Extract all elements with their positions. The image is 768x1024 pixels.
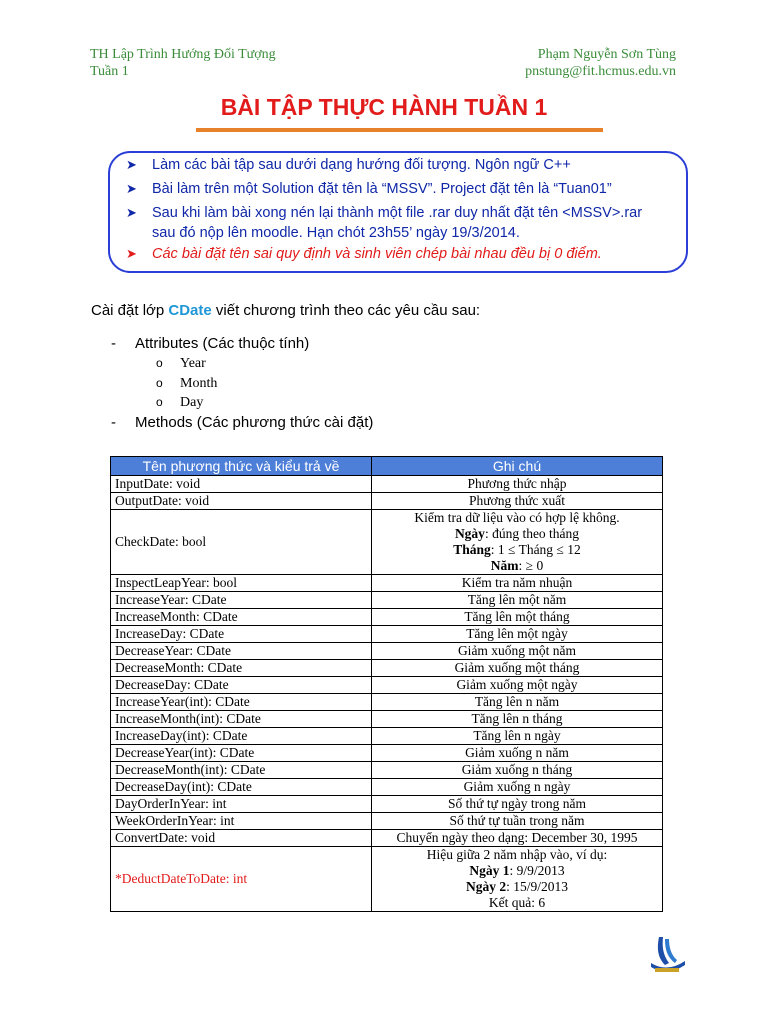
course-name: TH Lập Trình Hướng Đối Tượng [90, 47, 276, 62]
table-row: IncreaseYear: CDate Tăng lên một năm [111, 592, 663, 609]
table-row: *DeductDateToDate: int Hiệu giữa 2 năm nhập vào, ví dụ: Ngày 1: 9/9/2013 Ngày 2: 15/9/2013 Kết quả: 6 [111, 847, 663, 912]
methods-table [110, 456, 663, 912]
author-name: Phạm Nguyễn Sơn Tùng [537, 47, 676, 62]
title-underline [196, 128, 603, 132]
arrow-bullet-icon: ➤ [126, 205, 137, 220]
table-row: InputDate: void Phương thức nhập [111, 476, 663, 493]
header-right [525, 46, 676, 80]
methods-heading: - Methods (Các phương thức cài đặt) [111, 414, 374, 431]
table-row: IncreaseMonth(int): CDate Tăng lên n tháng [111, 711, 663, 728]
table-row: ConvertDate: void Chuyển ngày theo dạng: December 30, 1995 [111, 830, 663, 847]
table-row: DayOrderInYear: int Số thứ tự ngày trong năm [111, 796, 663, 813]
note-item: ➤ Làm các bài tập sau dưới dạng hướng đối tượng. Ngôn ngữ C++ [126, 157, 571, 173]
table-row: IncreaseDay: CDate Tăng lên một ngày [111, 626, 663, 643]
note-item-warning: ➤ Các bài đặt tên sai quy định và sinh viên chép bài nhau đều bị 0 điểm. [126, 246, 602, 262]
page-title: BÀI TẬP THỰC HÀNH TUẦN 1 [220, 94, 548, 120]
table-row: DecreaseMonth: CDate Giảm xuống một tháng [111, 660, 663, 677]
note-item: ➤ Sau khi làm bài xong nén lại thành một file .rar duy nhất đặt tên <MSSV>.rar [126, 205, 643, 221]
table-row: OutputDate: void Phương thức xuất [111, 493, 663, 510]
table-row: DecreaseMonth(int): CDate Giảm xuống n tháng [111, 762, 663, 779]
class-name: CDate [168, 302, 212, 319]
table-row: DecreaseYear(int): CDate Giảm xuống n năm [111, 745, 663, 762]
table-row: IncreaseMonth: CDate Tăng lên một tháng [111, 609, 663, 626]
attributes-heading: - Attributes (Các thuộc tính) [111, 335, 310, 352]
university-logo-icon [645, 933, 689, 977]
column-header-note: Ghi chú [372, 457, 663, 476]
arrow-bullet-icon: ➤ [126, 181, 137, 196]
note-item: ➤ Bài làm trên một Solution đặt tên là “MSSV”. Project đặt tên là “Tuan01” [126, 181, 612, 197]
intro-text: Cài đặt lớp CDate viết chương trình theo các yêu cầu sau: [91, 302, 481, 319]
table-row: WeekOrderInYear: int Số thứ tự tuần trong năm [111, 813, 663, 830]
attribute-item: o Month [156, 376, 218, 391]
table-row: CheckDate: bool Kiểm tra dữ liệu vào có hợp lệ không. Ngày: đúng theo tháng Tháng: 1 ≤ Tháng ≤ 12 Năm: ≥ 0 [111, 510, 663, 575]
table-row: IncreaseYear(int): CDate Tăng lên n năm [111, 694, 663, 711]
header-left [90, 46, 276, 80]
arrow-bullet-icon: ➤ [126, 246, 137, 261]
attribute-item: o Day [156, 395, 204, 410]
table-row: InspectLeapYear: bool Kiểm tra năm nhuận [111, 575, 663, 592]
table-row: DecreaseDay: CDate Giảm xuống một ngày [111, 677, 663, 694]
week-label: Tuần 1 [90, 64, 129, 79]
table-row: DecreaseDay(int): CDate Giảm xuống n ngày [111, 779, 663, 796]
table-row: IncreaseDay(int): CDate Tăng lên n ngày [111, 728, 663, 745]
table-row: DecreaseYear: CDate Giảm xuống một năm [111, 643, 663, 660]
table-header-row [111, 457, 663, 476]
arrow-bullet-icon: ➤ [126, 157, 137, 172]
attribute-item: o Year [156, 356, 206, 371]
note-item-continued: sau đó nộp lên moodle. Hạn chót 23h55’ ngày 19/3/2014. [152, 225, 520, 241]
author-email[interactable]: pnstung@fit.hcmus.edu.vn [525, 64, 676, 79]
column-header-method: Tên phương thức và kiểu trả về [111, 457, 372, 476]
